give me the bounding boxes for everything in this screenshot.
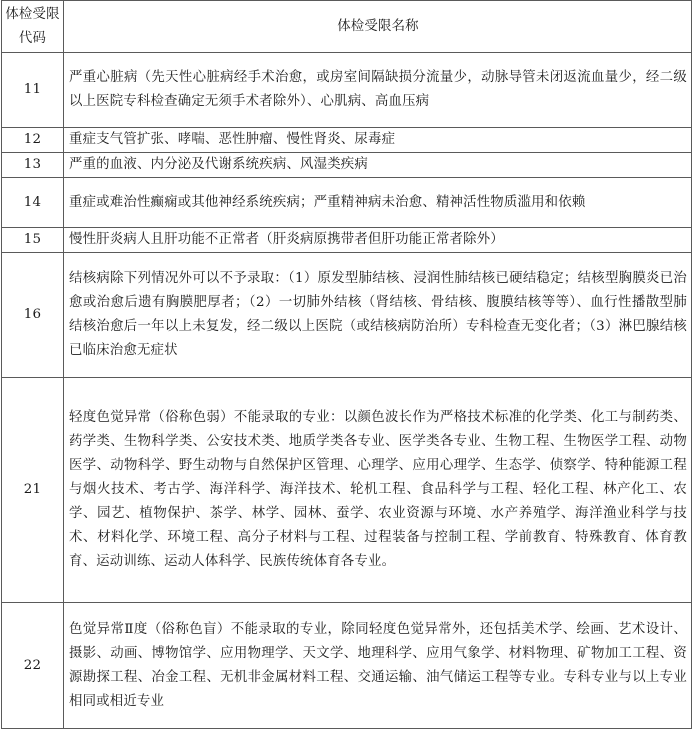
row-name: 轻度色觉异常（俗称色弱）不能录取的专业：以颜色波长作为严格技术标准的化学类、化工与制药类、药学类、生物科学类、公安技术类、地质学类各专业、医学类各专业、生物工程、生物医学工程、动物医学、动物科学、野生动物与自然保护区管理、心理学、应用心理学、生态学、侦察学、特种能源工程与烟火技术、考古学、海洋科学、海洋技术、轮机工程、食品科学与工程、轻化工程、林产化工、农学、园艺、植物保护、茶学、林学、园林、蚕学、农业资源与环境、水产养殖学、海洋渔业科学与技术、材料化学、环境工程、高分子材料与工程、过程装备与控制工程、学前教育、特殊教育、体育教育、运动训练、运动人体科学、民族传统体育各专业。 (64, 378, 692, 603)
row-name: 严重的血液、内分泌及代谢系统疾病、风湿类疾病 (64, 153, 692, 178)
row-name: 重症支气管扩张、哮喘、恶性肿瘤、慢性肾炎、尿毒症 (64, 128, 692, 153)
table-row (2, 153, 692, 178)
table-row (2, 603, 692, 729)
table-header-row (2, 1, 692, 53)
row-name: 严重心脏病（先天性心脏病经手术治愈，或房室间隔缺损分流量少，动脉导管未闭返流血量少，经二级以上医院专科检查确定无须手术者除外）、心肌病、高血压病 (64, 53, 692, 128)
row-name: 色觉异常Ⅱ度（俗称色盲）不能录取的专业，除同轻度色觉异常外，还包括美术学、绘画、艺术设计、摄影、动画、博物馆学、应用物理学、天文学、地理科学、应用气象学、材料物理、矿物加工工程、资源勘探工程、冶金工程、无机非金属材料工程、交通运输、油气储运工程等专业。专科专业与以上专业相同或相近专业 (64, 603, 692, 729)
header-code: 体检受限代码 (2, 1, 64, 53)
row-code: 21 (2, 378, 64, 603)
table-row (2, 128, 692, 153)
table-row (2, 253, 692, 378)
row-name: 结核病除下列情况外可以不予录取：（1）原发型肺结核、浸润性肺结核已硬结稳定；结核型胸膜炎已治愈或治愈后遗有胸膜肥厚者；（2）一切肺外结核（肾结核、骨结核、腹膜结核等等）、血行性播散型肺结核治愈后一年以上未复发，经二级以上医院（或结核病防治所）专科检查无变化者；（3）淋巴腺结核已临床治愈无症状 (64, 253, 692, 378)
header-name: 体检受限名称 (64, 1, 692, 53)
row-code: 11 (2, 53, 64, 128)
row-name: 重症或难治性癫痫或其他神经系统疾病；严重精神病未治愈、精神活性物质滥用和依赖 (64, 178, 692, 228)
table-row (2, 378, 692, 603)
row-code: 13 (2, 153, 64, 178)
row-code: 15 (2, 228, 64, 253)
row-code: 22 (2, 603, 64, 729)
table-row (2, 228, 692, 253)
restriction-table (1, 0, 692, 729)
row-code: 12 (2, 128, 64, 153)
row-code: 14 (2, 178, 64, 228)
table-row (2, 178, 692, 228)
row-name: 慢性肝炎病人且肝功能不正常者（肝炎病原携带者但肝功能正常者除外） (64, 228, 692, 253)
row-code: 16 (2, 253, 64, 378)
table-row (2, 53, 692, 128)
